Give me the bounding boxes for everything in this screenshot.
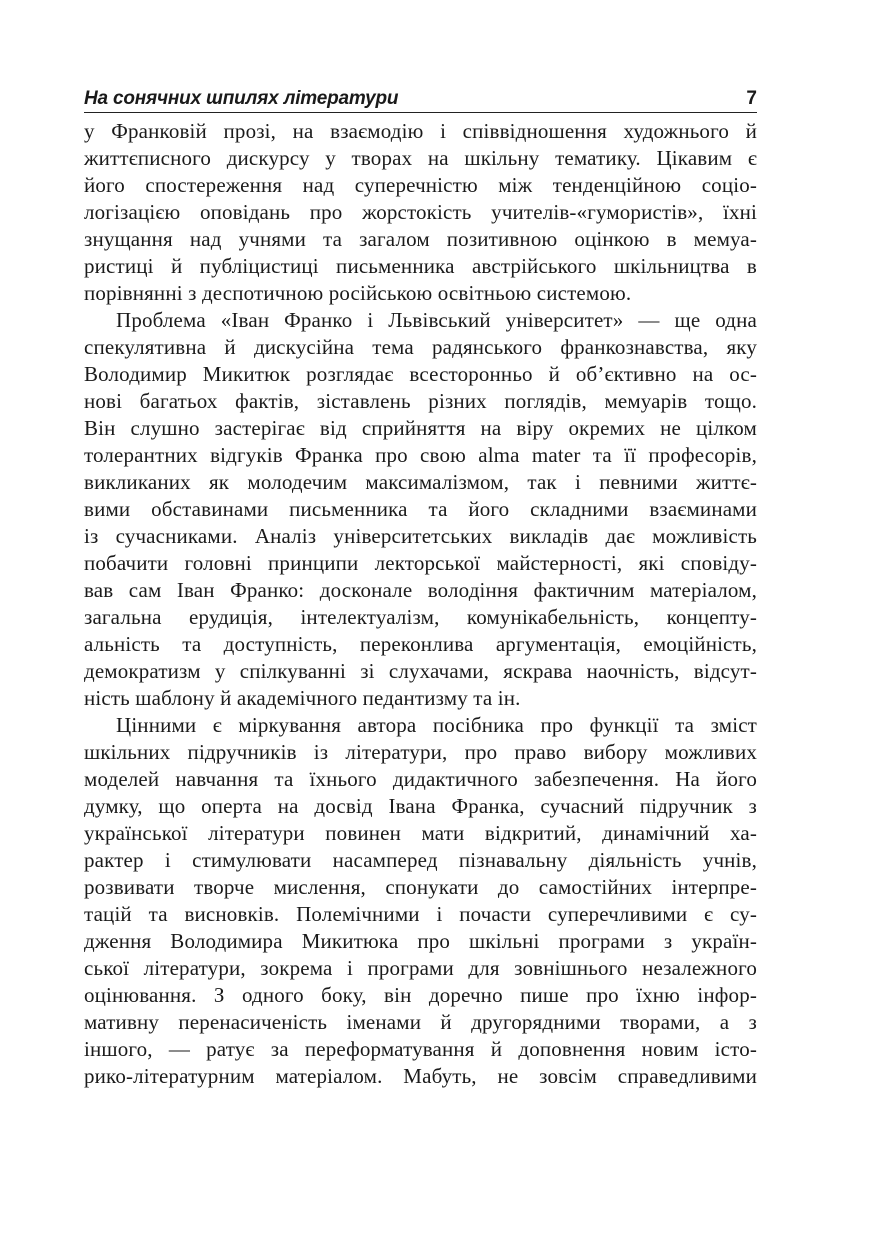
text-line: ської літератури, зокрема і програми для зовнішнього незалежного — [84, 956, 757, 980]
text-line: Володимир Микитюк розглядає всесторонньо й об’єктивно на ос- — [84, 362, 757, 386]
text-line: рико-літературним матеріалом. Мабуть, не зовсім справедливими — [84, 1064, 757, 1088]
text-line: Цінними є міркування автора посібника про функції та зміст — [116, 713, 757, 737]
running-header-title: На сонячних шпилях літератури — [84, 88, 399, 109]
text-line: дження Володимира Микитюка про шкільні програми з україн- — [84, 929, 757, 953]
text-line: Проблема «Іван Франко і Львівський університет» — ще одна — [116, 308, 757, 332]
text-line: ристиці й публіцистиці письменника австрійського шкільництва в — [84, 254, 757, 278]
text-line: нові багатьох фактів, зіставлень різних поглядів, мемуарів тощо. — [84, 389, 757, 413]
paragraph-3 — [84, 712, 757, 1090]
running-header — [84, 80, 757, 113]
text-line: порівнянні з деспотичною російською освітньою системою. — [84, 281, 632, 305]
text-line: логізацією оповідань про жорстокість учителів-«гумористів», їхні — [84, 200, 757, 224]
text-line: іншого, — ратує за переформатування й доповнення новим істо- — [84, 1037, 757, 1061]
text-line: із сучасниками. Аналіз університетських викладів дає можливість — [84, 524, 757, 548]
paragraph-2 — [84, 307, 757, 712]
book-page — [84, 80, 757, 1090]
text-line: оцінювання. З одного боку, він доречно пише про їхню інфор- — [84, 983, 757, 1007]
text-line: думку, що оперта на досвід Івана Франка, сучасний підручник з — [84, 794, 757, 818]
text-line: толерантних відгуків Франка про свою alma mater та її професорів, — [84, 443, 757, 467]
text-line: рактер і стимулювати насамперед пізнавальну діяльність учнів, — [84, 848, 757, 872]
text-line: ність шаблону й академічного педантизму та ін. — [84, 686, 521, 710]
text-line: розвивати творче мислення, спонукати до самостійних інтерпре- — [84, 875, 757, 899]
text-line: вав сам Іван Франко: досконале володіння фактичним матеріалом, — [84, 578, 757, 602]
text-line: спекулятивна й дискусійна тема радянського франкознавства, яку — [84, 335, 757, 359]
text-line: загальна ерудиція, інтелектуалізм, комунікабельність, концепту- — [84, 605, 757, 629]
text-line: мативну перенасиченість іменами й другорядними творами, а з — [84, 1010, 757, 1034]
text-line: Він слушно застерігає від сприйняття на віру окремих не цілком — [84, 416, 757, 440]
body-text — [84, 118, 757, 1090]
text-line: української літератури повинен мати відкритий, динамічний ха- — [84, 821, 757, 845]
text-line: шкільних підручників із літератури, про право вибору можливих — [84, 740, 757, 764]
text-line: альність та доступність, переконлива аргументація, емоційність, — [84, 632, 757, 656]
text-line: демократизм у спілкуванні зі слухачами, яскрава наочність, відсут- — [84, 659, 757, 683]
text-line: побачити головні принципи лекторської майстерності, які сповіду- — [84, 551, 757, 575]
text-line: його спостереження над суперечністю між тенденційною соціо- — [84, 173, 757, 197]
text-line: вими обставинами письменника та його складними взаєминами — [84, 497, 757, 521]
text-line: знущання над учнями та загалом позитивною оцінкою в мемуа- — [84, 227, 757, 251]
text-line: у Франковій прозі, на взаємодію і співвідношення художнього й — [84, 119, 757, 143]
text-line: тацій та висновків. Полемічними і почасти суперечливими є су- — [84, 902, 757, 926]
page-number: 7 — [746, 88, 757, 109]
text-line: викликаних як молодечим максималізмом, так і певними життє- — [84, 470, 757, 494]
paragraph-1 — [84, 118, 757, 307]
text-line: моделей навчання та їхнього дидактичного забезпечення. На його — [84, 767, 757, 791]
text-line: життєписного дискурсу у творах на шкільну тематику. Цікавим є — [84, 146, 757, 170]
